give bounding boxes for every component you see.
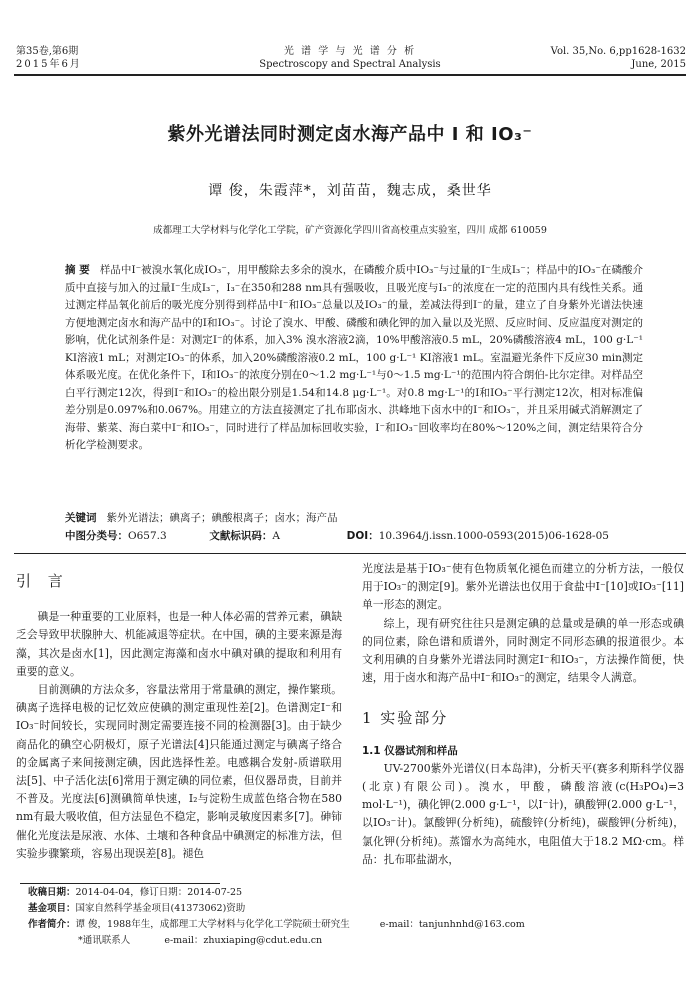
doi-value: 10.3964/j.issn.1000-0593(2015)06-1628-05 bbox=[378, 529, 609, 542]
author-bio-label: 作者简介： bbox=[28, 919, 76, 930]
journal-date-cn: 2015年6月 bbox=[16, 59, 82, 70]
keywords-block bbox=[65, 510, 643, 545]
clc-label: 中图分类号： bbox=[65, 529, 128, 542]
received-label: 收稿日期： bbox=[28, 887, 76, 898]
doc-code-label: 文献标识码： bbox=[209, 529, 273, 542]
journal-date-en: June, 2015 bbox=[631, 59, 686, 70]
authors: 谭 俊，朱霞萍*，刘苗苗，魏志成，桑世华 bbox=[208, 183, 492, 199]
intro-paragraph-2: 目前测碘的方法众多，容量法常用于常量碘的测定，操作繁琐。碘离子选择电极的记忆效应使碘的测定重现性差[2]。色谱测定I⁻和IO₃⁻时间较长，实现同时测定需要连接不同的检测器[3]。由于缺少商品化的碘空心阴极灯，原子光谱法[4]只能通过测定与碘离子络合的金属离子来间接测定碘，因此选择性差。电感耦合发射-质谱联用法[5]、中子活化法[6]常用于测定碘的同位素，但仪器昂贵，目前并不普及。光度法[6]测碘简单快速，I₂与淀粉生成蓝色络合物在580 nm有最大吸收值，但方法显色不稳定，影响灵敏度因素多[7]。砷铈催化光度法是尿液、水体、土壤和各种食品中碘测定的标准方法，但实验步骤繁琐，容易出现误差[8]。褪色 bbox=[16, 683, 342, 860]
journal-name-en: Spectroscopy and Spectral Analysis bbox=[259, 59, 441, 70]
author-bio: 谭 俊，1988年生，成都理工大学材料与化学化工学院硕士研究生 bbox=[75, 919, 350, 930]
section-1-1-paragraph: UV-2700紫外光谱仪(日本岛津)，分析天平(赛多利斯科学仪器(北京)有限公司)。溴水，甲酸，磷酸溶液(c(H₃PO₄)=3 mol·L⁻¹)，碘化钾(2.000 g·L⁻¹，以I⁻计)，碘酸钾(2.000 g·L⁻¹，以IO₃⁻计)。氯酸钾(分析纯)，硫酸锌(分析纯)，碳酸钾(分析纯)，氯化钾(分析纯)。蒸馏水为高纯水，电阻值大于18.2 MΩ·cm。样品：扎布耶盐湖水， bbox=[362, 761, 684, 866]
journal-volume-cn: 第35卷,第6期 bbox=[16, 46, 79, 57]
intro-paragraph-3: 光度法是基于IO₃⁻使有色物质氧化褪色而建立的分析方法，一般仅用于IO₃⁻的测定[9]。紫外光谱法也仅用于食盐中I⁻[10]或IO₃⁻[11]单一形态的测定。 bbox=[362, 562, 684, 612]
intro-heading: 引 言 bbox=[16, 572, 69, 590]
fund-label: 基金项目： bbox=[28, 903, 76, 914]
footnotes bbox=[20, 885, 680, 949]
abstract-rule bbox=[14, 553, 686, 554]
paper-title: 紫外光谱法同时测定卤水海产品中 I 和 IO₃⁻ bbox=[167, 124, 533, 145]
fund-text: 国家自然科学基金项目(41373062)资助 bbox=[75, 903, 246, 914]
corresponding-author-email: e-mail：zhuxiaping@cdut.edu.cn bbox=[164, 935, 323, 946]
corresponding-author-note: *通讯联系人 bbox=[78, 935, 131, 946]
intro-paragraph-4: 综上，现有研究往往只是测定碘的总量或是碘的单一形态或碘的同位素，除色谱和质谱外，同时测定不同形态碘的报道很少。本文利用碘的自身紫外光谱法同时测定I⁻和IO₃⁻，方法操作简便，快速，用于卤水和海产品中I⁻和IO₃⁻的测定，结果令人满意。 bbox=[362, 616, 684, 685]
author-email: e-mail：tanjunhnhd@163.com bbox=[379, 919, 525, 930]
keywords-text: 紫外光谱法；碘离子；碘酸根离子；卤水；海产品 bbox=[106, 512, 338, 524]
doi-label: DOI： bbox=[346, 529, 379, 542]
journal-name-cn: 光 谱 学 与 光 谱 分 析 bbox=[283, 46, 417, 57]
right-column bbox=[362, 560, 684, 869]
doc-code-value: A bbox=[272, 529, 280, 542]
abstract bbox=[65, 262, 643, 455]
footnote-rule bbox=[20, 883, 220, 884]
abstract-label: 摘 要 bbox=[65, 264, 90, 276]
clc-value: O657.3 bbox=[128, 529, 167, 542]
affiliation: 成都理工大学材料与化学化工学院，矿产资源化学四川省高校重点实验室，四川 成都 610059 bbox=[153, 225, 547, 236]
intro-paragraph-1: 碘是一种重要的工业原料，也是一种人体必需的营养元素，碘缺乏会导致甲状腺肿大、机能减退等症状。在中国，碘的主要来源是海藻，其次是卤水[1]，因此测定海藻和卤水中碘对碘的提取和利用有重要的意义。 bbox=[16, 610, 342, 678]
section-1-heading: 1 实验部分 bbox=[362, 709, 449, 728]
left-column bbox=[16, 572, 342, 863]
header-rule bbox=[14, 74, 686, 76]
subsection-1-1-heading: 1.1 仪器试剂和样品 bbox=[362, 744, 458, 757]
received-dates: 2014-04-04，修订日期：2014-07-25 bbox=[75, 887, 243, 898]
abstract-text: 样品中I⁻被溴水氧化成IO₃⁻，用甲酸除去多余的溴水，在磷酸介质中IO₃⁻与过量的I⁻生成I₃⁻；样品中的IO₃⁻在磷酸介质中直接与加入的过量I⁻生成I₃⁻，I₃⁻在350和288 nm具有强吸收，且吸光度与I₃⁻的浓度在一定的范围内具有线性关系。通过测定样品氧化前后的吸光度分别得到样品中I⁻和IO₃⁻总量以及IO₃⁻的量，差减法得到I⁻的量，建立了自身紫外光谱法快速方便地测定卤水和海产品中的I和IO₃⁻。讨论了溴水、甲酸、磷酸和碘化钾的加入量以及光照、反应时间、反应温度对测定的影响，优化试剂条件是：对测定I⁻的体系，加入3% 溴水溶液2滴，10%甲酸溶液0.5 mL，20%磷酸溶液4 mL，100 g·L⁻¹ KI溶液1 mL；对测定IO₃⁻的体系，加入20%磷酸溶液0.2 mL，100 g·L⁻¹ KI溶液1 mL。室温避光条件下反应30 min测定体系吸光度。在优化条件下，I和IO₃⁻的浓度分别在0～1.2 mg·L⁻¹与0～1.5 mg·L⁻¹的范围内符合朗伯-比尔定律。对样品空白平行测定12次，得到I⁻和IO₃⁻的检出限分别是1.54和14.8 μg·L⁻¹。对0.8 mg·L⁻¹的I和IO₃⁻平行测定12次，相对标准偏差分别是0.097%和0.067%。用建立的方法直接测定了扎布耶卤水、洪峰地下卤水中的I⁻和IO₃⁻，并且采用碱式消解测定了海带、紫菜、海白菜中I⁻和IO₃⁻，同时进行了样品加标回收实验，I⁻和IO₃⁻回收率均在80%～120%之间，测定结果符合分析化学检测要求。 bbox=[65, 264, 643, 451]
journal-volume-en: Vol. 35,No. 6,pp1628-1632 bbox=[550, 46, 686, 57]
keywords-label: 关键词 bbox=[65, 512, 97, 524]
